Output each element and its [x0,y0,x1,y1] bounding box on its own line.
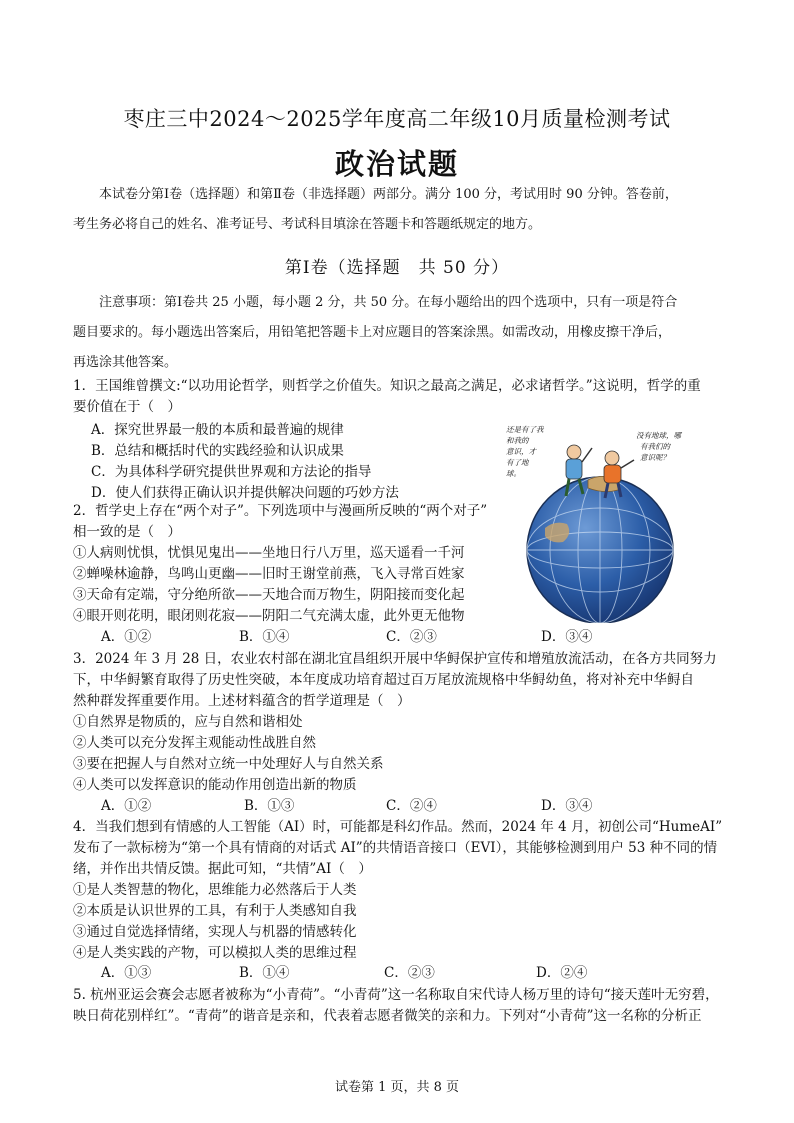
choice-b: B．①③ [244,798,295,814]
statement-2: ②蝉噪林逾静，鸟鸣山更幽——旧时王谢堂前燕，飞入寻常百姓家 [73,566,465,582]
question-text: 4．当我们想到有情感的人工智能（AI）时，可能都是科幻作品。然而，2024 年 4 月，初创公司“HumeAI” [73,819,723,835]
option-a: A．探究世界最一般的本质和最普遍的规律 [91,422,344,438]
bubble-right-line: 没有地球，哪 [636,431,681,440]
question-text: 然种群发挥重要作用。上述材料蕴含的哲学道理是（ ） [73,693,411,709]
question-3 [73,649,733,796]
bubble-left-line: 意识，才 [506,447,536,456]
section-title: 第Ⅰ卷（选择题 共 50 分） [284,258,510,278]
question-5 [73,985,733,1027]
question-text: 1．王国维曾撰文:“以功用论哲学，则哲学之价值失。知识之最高之满足，必求诸哲学。”这说明，哲学的重 [73,378,701,394]
statement-3: ③要在把握人与自然对立统一中处理好人与自然关系 [73,756,384,772]
bubble-left-line: 和我的 [506,436,529,445]
choices-row [73,963,741,984]
statement-3: ③天命有定端，守分绝所欲——天地合而万物生，阴阳接而变化起 [73,587,465,603]
exam-intro [73,183,721,237]
statement-2: ②本质是认识世界的工具，有利于人类感知自我 [73,903,357,919]
choice-d: D．②④ [536,965,588,981]
question-text: 2．哲学史上存在“两个对子”。下列选项中与漫画所反映的“两个对子” [73,503,488,519]
bubble-left-line: 还是有了我 [506,425,544,434]
statement-1: ①人病则忧惧，忧惧见鬼出——坐地日行八万里，巡天遥看一千河 [73,545,465,561]
exam-title: 枣庄三中2024～2025学年度高二年级10月质量检测考试 [123,107,671,131]
question-text: 映日荷花别样红”。“青荷”的谐音是亲和，代表着志愿者微笑的亲和力。下列对“小青荷”这一名称的分析正 [73,1008,702,1024]
intro-line: 本试卷分第Ⅰ卷（选择题）和第Ⅱ卷（非选择题）两部分。满分 100 分，考试用时 90 分钟。答卷前， [99,187,678,202]
subject-title: 政治试题 [334,147,459,181]
statement-4: ④人类可以发挥意识的能动作用创造出新的物质 [73,777,357,793]
choice-a: A．①③ [101,965,152,981]
question-text: 要价值在于（ ） [73,399,181,415]
intro-line: 考生务必将自己的姓名、准考证号、考试科目填涂在答题卡和答题纸规定的地方。 [73,217,542,232]
choice-b: B．①④ [239,965,290,981]
question-4 [73,817,733,964]
question-text: 发布了一款标榜为“第一个具有情商的对话式 AI”的共情语音接口（EVI），其能够检测到用户 53 种不同的情 [73,840,718,856]
choice-b: B．①④ [239,629,290,645]
section-notes [73,288,721,378]
option-c: C．为具体科学研究提供世界观和方法论的指导 [91,464,372,480]
bubble-left-line: 有了地 [506,458,529,467]
question-text: 绪，并作出共情反馈。据此可知，“共情”AI（ ） [73,861,372,877]
bubble-right-line: 意识呢？ [640,453,670,462]
bubble-left-line: 球。 [506,469,521,478]
choice-c: C．②④ [386,798,437,814]
notes-line: 注意事项：第Ⅰ卷共 25 小题，每小题 2 分，共 50 分。在每小题给出的四个选项中，只有一项是符合 [99,295,678,310]
choices-row [73,627,741,648]
choice-a: A．①② [101,798,152,814]
statement-4: ④眼开则花明，眼闭则花寂——阴阳二气充满太虚，此外更无他物 [73,608,465,624]
question-2 [73,501,513,627]
choice-d: D．③④ [541,629,593,645]
option-b: B．总结和概括时代的实践经验和认识成果 [91,443,344,459]
choice-c: C．②③ [386,629,437,645]
page-footer: 试卷第 1 页，共 8 页 [334,1080,460,1095]
option-d: D．使人们获得正确认识并提供解决问题的巧妙方法 [91,485,399,501]
question-text: 3．2024 年 3 月 28 日，农业农村部在湖北宜昌组织开展中华鲟保护宣传和增殖放流活动，在各方共同努力 [73,651,717,667]
statement-1: ①是人类智慧的物化，思维能力必然落后于人类 [73,882,357,898]
notes-line: 题目要求的。每小题选出答案后，用铅笔把答题卡上对应题目的答案涂黑。如需改动，用橡皮擦干净后， [73,325,672,340]
question-text: 5. 杭州亚运会赛会志愿者被称为“小青荷”。“小青荷”这一名称取自宋代诗人杨万里的诗句“接天莲叶无穷碧， [73,987,719,1003]
cartoon-illustration [500,418,700,623]
choice-d: D．③④ [541,798,593,814]
question-text: 相一致的是（ ） [73,524,181,540]
question-text: 下，中华鲟繁育取得了历史性突破，本年度成功培育超过百万尾放流规格中华鲟幼鱼，将对补充中华鲟自 [73,672,694,688]
statement-3: ③通过自觉选择情绪，实现人与机器的情感转化 [73,924,357,940]
choice-c: C．②③ [384,965,435,981]
statement-4: ④是人类实践的产物，可以模拟人类的思维过程 [73,945,357,961]
statement-1: ①自然界是物质的，应与自然和谐相处 [73,714,303,730]
bubble-right-line: 有我们的 [640,442,670,451]
statement-2: ②人类可以充分发挥主观能动性战胜自然 [73,735,316,751]
choices-row [73,796,741,817]
choice-a: A．①② [101,629,152,645]
notes-line: 再选涂其他答案。 [73,355,178,370]
